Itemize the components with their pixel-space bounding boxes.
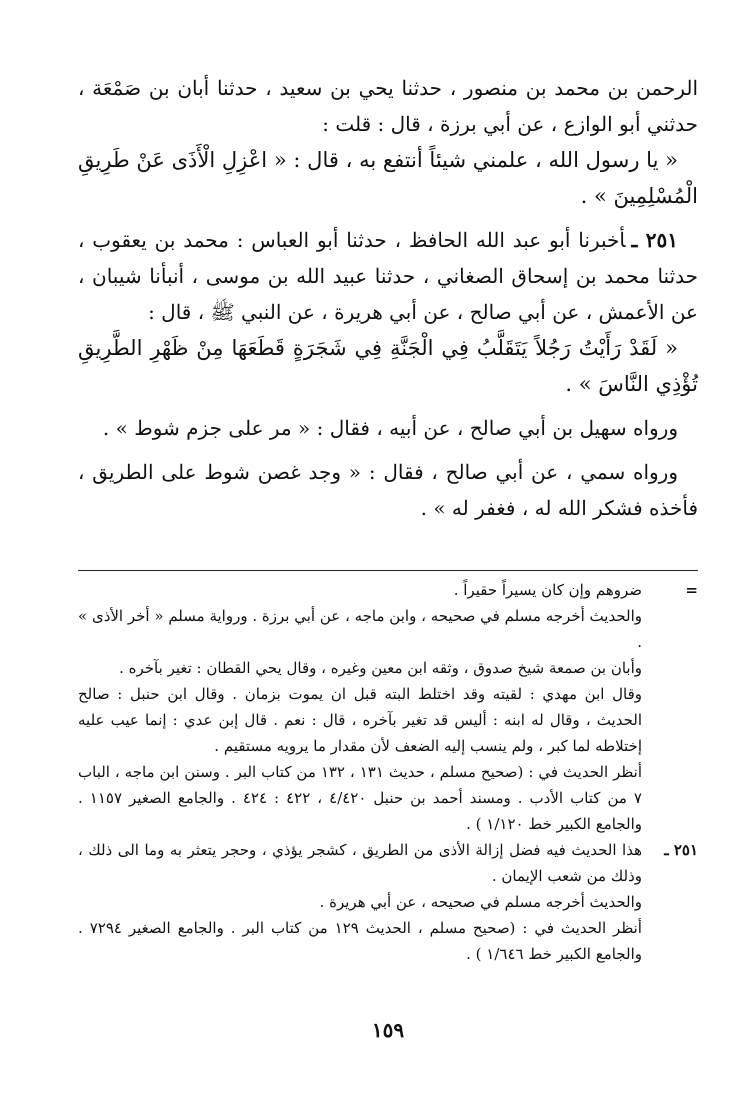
footnote-line: والحديث أخرجه مسلم في صحيحه ، عن أبي هريرة . bbox=[319, 893, 642, 911]
book-page bbox=[78, 70, 698, 1070]
footnote-body bbox=[78, 577, 642, 837]
footnote-251 bbox=[78, 837, 698, 967]
footnote-marker: = bbox=[685, 581, 698, 599]
footnote-line: ضروهم وإن كان يسيراً حقيراً . bbox=[453, 581, 642, 599]
footnote-body bbox=[78, 837, 642, 967]
footnote-line: أنظر الحديث في : (صحيح مسلم ، الحديث ١٢٩ من كتاب البر . والجامع الصغير ٧٢٩٤ . والجامع الكبير خط ١/٦٤٦ ) . bbox=[78, 919, 642, 963]
footnote-line: والحديث أخرجه مسلم في صحيحه ، وابن ماجه ، عن أبي برزة . ورواية مسلم « أخر الأذى » . bbox=[78, 607, 642, 651]
hadith-251-isnad-text: أخبرنا أبو عبد الله الحافظ ، حدثنا أبو العباس : محمد بن يعقوب ، حدثنا محمد بن إسحاق الصغاني ، حدثنا عبيد الله بن موسى ، أنبأنا شيبان ، عن الأعمش ، عن أبي صالح ، عن أبي هريرة ، عن النبي ﷺ ، قال : bbox=[78, 228, 698, 324]
page-number: ١٥٩ bbox=[371, 1018, 405, 1042]
paragraph-riwaya-suhail: ورواه سهيل بن أبي صالح ، عن أبيه ، فقال : « مر على جزم شوط » . bbox=[102, 416, 678, 440]
footnote-line: وأبان بن صمعة شيخ صدوق ، وثقه ابن معين وغيره ، وقال يحي القطان : تغير بآخره . bbox=[119, 659, 642, 677]
paragraph-riwaya-sumay: ورواه سمي ، عن أبي صالح ، فقال : « وجد غصن شوط على الطريق ، فأخذه فشكر الله له ، فغفر له » . bbox=[78, 460, 698, 520]
footnote-line: وقال ابن مهدي : لقيته وقد اختلط البته قبل ان يموت بزمان . وقال ابن حنبل : صالح الحديث ، وقال له ابنه : أليس قد تغير بآخره ، قال : نعم . قال إبن عدي : إنما عيب عليه إختلاطه لما كبر ، ولم ينسب إليه الضعف لأن مقدار ما يرويه مستقيم . bbox=[78, 685, 642, 755]
paragraph-hadith-250-matn: « يا رسول الله ، علمني شيئاً أنتفع به ، قال : « اعْزِلِ الْأَذَى عَنْ طَرِيقِ الْمُسْلِمِينَ » . bbox=[78, 148, 698, 208]
main-text bbox=[78, 70, 698, 526]
footnotes bbox=[78, 570, 698, 967]
footnote-line: هذا الحديث فيه فضل إزالة الأذى من الطريق ، كشجر يؤذي ، وحجر يتعثر به وما الى ذلك ، وذلك من شعب الإيمان . bbox=[78, 841, 642, 885]
footnote-continuation bbox=[78, 577, 698, 837]
footnote-line: أنظر الحديث في : (صحيح مسلم ، حديث ١٣١ ، ١٣٢ من كتاب البر . وسنن ابن ماجه ، الباب ٧ من كتاب الأدب . ومسند أحمد بن حنبل ٤/٤٢٠ ، ٤٢٢ : ٤٢٤ . والجامع الصغير ١١٥٧ . والجامع الكبير خط ١/١٢٠ ) . bbox=[78, 763, 642, 833]
footnote-marker: ٢٥١ ـ bbox=[664, 841, 698, 859]
paragraph-isnad-continuation: الرحمن بن محمد بن منصور ، حدثنا يحي بن سعيد ، حدثنا أبان بن صَمْعَة ، حدثني أبو الوازع ، عن أبي برزة ، قال : قلت : bbox=[78, 76, 698, 136]
paragraph-hadith-251-isnad bbox=[78, 222, 698, 330]
hadith-number: ٢٥١ ـ bbox=[631, 228, 678, 252]
paragraph-hadith-251-matn: « لَقَدْ رَأَيْتُ رَجُلاً يَتَقَلَّبُ فِي الْجَنَّةِ فِي شَجَرَةٍ قَطَعَهَا مِنْ ظَهْرِ الطَّرِيقِ تُؤْذِي النَّاسَ » . bbox=[78, 336, 698, 396]
